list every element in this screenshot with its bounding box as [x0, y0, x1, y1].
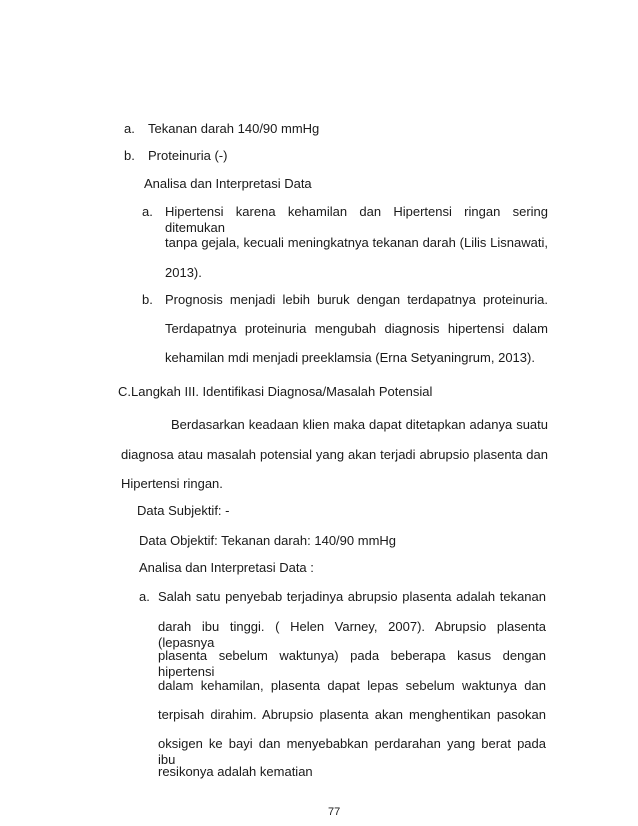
section-heading: Analisa dan Interpretasi Data :: [139, 560, 314, 575]
paragraph-line: kehamilan mdi menjadi preeklamsia (Erna Setyaningrum, 2013).: [165, 350, 535, 365]
paragraph-line: Salah satu penyebab terjadinya abrupsio plasenta adalah tekanan: [158, 589, 546, 604]
page-number: 77: [328, 806, 341, 818]
paragraph-line: plasenta sebelum waktunya) pada beberapa kasus dengan hipertensi: [158, 648, 546, 679]
list-marker: b.: [124, 148, 135, 163]
section-heading: Analisa dan Interpretasi Data: [144, 176, 312, 191]
paragraph-line: oksigen ke bayi dan menyebabkan perdarahan yang berat pada ibu: [158, 736, 546, 767]
list-marker: b.: [142, 292, 153, 307]
data-objective: Data Objektif: Tekanan darah: 140/90 mmHg: [139, 533, 397, 548]
paragraph-line: darah ibu tinggi. ( Helen Varney, 2007). Abrupsio plasenta (lepasnya: [158, 619, 546, 650]
section-heading: C.Langkah III. Identifikasi Diagnosa/Masalah Potensial: [118, 384, 433, 399]
paragraph-line: Hipertensi ringan.: [121, 476, 223, 491]
paragraph-line: Hipertensi karena kehamilan dan Hipertensi ringan sering ditemukan: [165, 204, 548, 235]
data-subjective: Data Subjektif: -: [137, 503, 230, 518]
paragraph-line: tanpa gejala, kecuali meningkatnya tekanan darah (Lilis Lisnawati,: [165, 235, 548, 250]
list-item-text: Tekanan darah 140/90 mmHg: [148, 121, 320, 136]
paragraph-line: Berdasarkan keadaan klien maka dapat ditetapkan adanya suatu: [171, 417, 548, 432]
list-marker: a.: [124, 121, 135, 136]
paragraph-line: Prognosis menjadi lebih buruk dengan terdapatnya proteinuria.: [165, 292, 548, 307]
paragraph-line: dalam kehamilan, plasenta dapat lepas sebelum waktunya dan: [158, 678, 546, 693]
paragraph-line: resikonya adalah kematian: [158, 764, 313, 779]
paragraph-line: diagnosa atau masalah potensial yang akan terjadi abrupsio plasenta dan: [121, 447, 548, 462]
list-marker: a.: [139, 589, 150, 604]
paragraph-line: terpisah dirahim. Abrupsio plasenta akan menghentikan pasokan: [158, 707, 546, 722]
list-item-text: Proteinuria (-): [148, 148, 228, 163]
paragraph-line: 2013).: [165, 265, 202, 280]
list-marker: a.: [142, 204, 153, 219]
paragraph-line: Terdapatnya proteinuria mengubah diagnosis hipertensi dalam: [165, 321, 548, 336]
